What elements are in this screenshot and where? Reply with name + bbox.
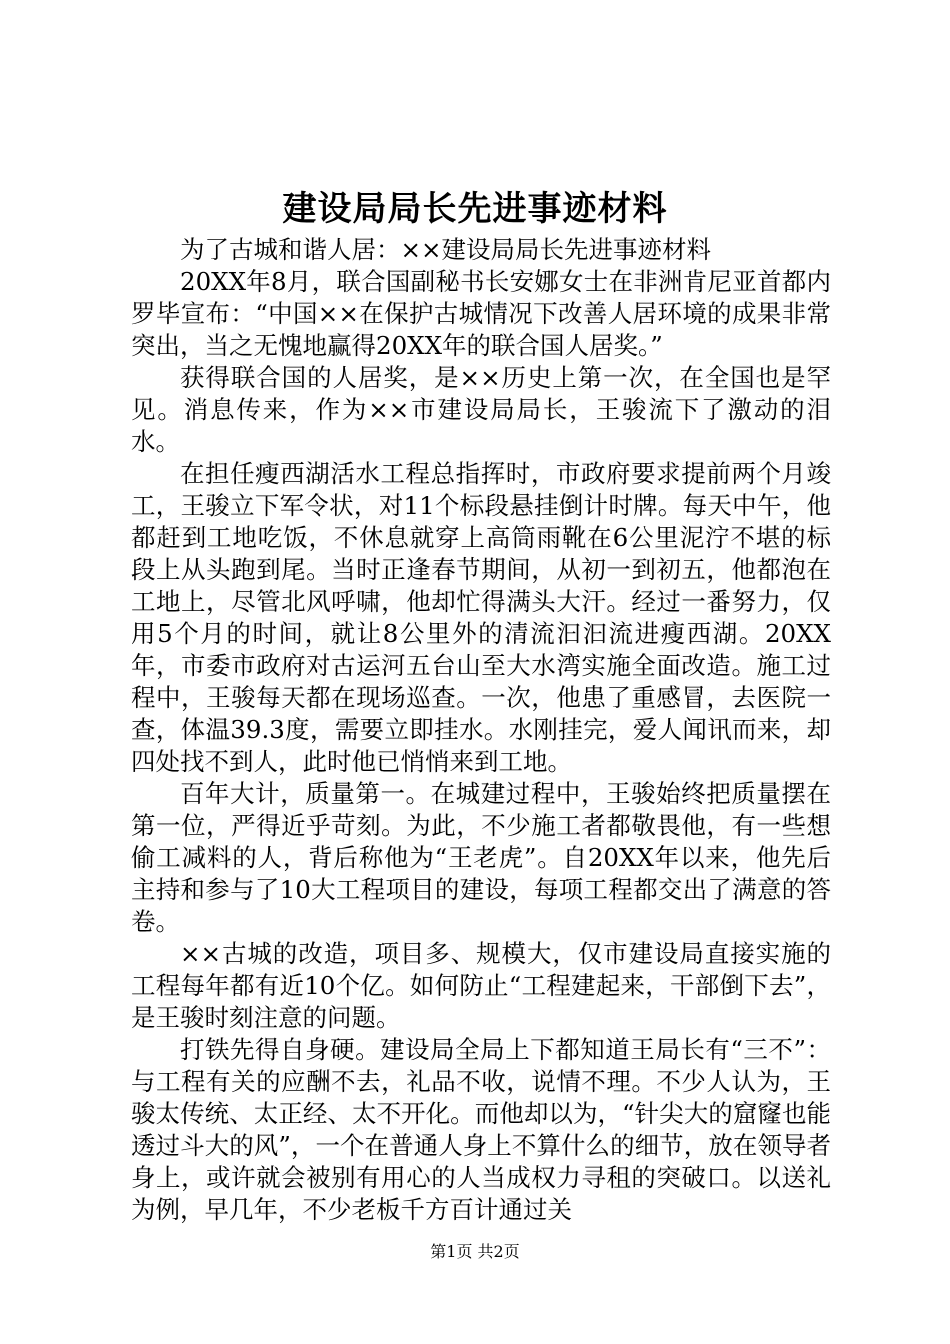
page-footer: 第1页 共2页 (430, 1242, 520, 1261)
paragraph-project-work: 在担任瘦西湖活水工程总指挥时，市政府要求提前两个月竣工，王骏立下军令状，对11个标段悬挂倒计时牌。每天中午，他都赶到工地吃饭，不休息就穿上高筒雨靴在6公里泥泞不堪的标段上从头跑到尾。当时正逢春节期间，从初一到初五，他都泡在工地上，尽管北风呼啸，他却忙得满头大汗。经过一番努力，仅用5个月的时间，就让8公里外的清流汩汩流进瘦西湖。20XX年，市委市政府对古运河五台山至大水湾实施全面改造。施工过程中，王骏每天都在现场巡查。一次，他患了重感冒，去医院一查，体温39.3度，需要立即挂水。水刚挂完，爱人闻讯而来，却四处找不到人，此时他已悄悄来到工地。 (131, 459, 831, 776)
paragraph-investment: ××古城的改造，项目多、规模大，仅市建设局直接实施的工程每年都有近10个亿。如何防止“工程建起来，干部倒下去”，是王骏时刻注意的问题。 (131, 939, 831, 1032)
document-body (131, 234, 831, 1226)
paragraph-subtitle: 为了古城和谐人居：××建设局局长先进事迹材料 (180, 235, 712, 264)
paragraph-integrity: 打铁先得自身硬。建设局全局上下都知道王局长有“三不”：与工程有关的应酬不去，礼品不收，说情不理。不少人认为，王骏太传统、太正经、太不开化。而他却以为，“针尖大的窟窿也能透过斗大的风”，一个在普通人身上不算什么的细节，放在领导者身上，或许就会被别有用心的人当成权力寻租的突破口。以送礼为例，早几年，不少老板千方百计通过关 (131, 1035, 831, 1224)
paragraph-award-reaction: 获得联合国的人居奖，是××历史上第一次，在全国也是罕见。消息传来，作为××市建设局局长，王骏流下了激动的泪水。 (131, 363, 831, 456)
paragraph-quality: 百年大计，质量第一。在城建过程中，王骏始终把质量摆在第一位，严得近乎苛刻。为此，不少施工者都敬畏他，有一些想偷工减料的人，背后称他为“王老虎”。自20XX年以来，他先后主持和参与了10大工程项目的建设，每项工程都交出了满意的答卷。 (131, 779, 831, 936)
document-title: 建设局局长先进事迹材料 (282, 189, 668, 229)
paragraph-award-announcement: 20XX年8月，联合国副秘书长安娜女士在非洲肯尼亚首都内罗毕宣布：“中国××在保护古城情况下改善人居环境的成果非常突出，当之无愧地赢得20XX年的联合国人居奖。” (131, 267, 831, 360)
